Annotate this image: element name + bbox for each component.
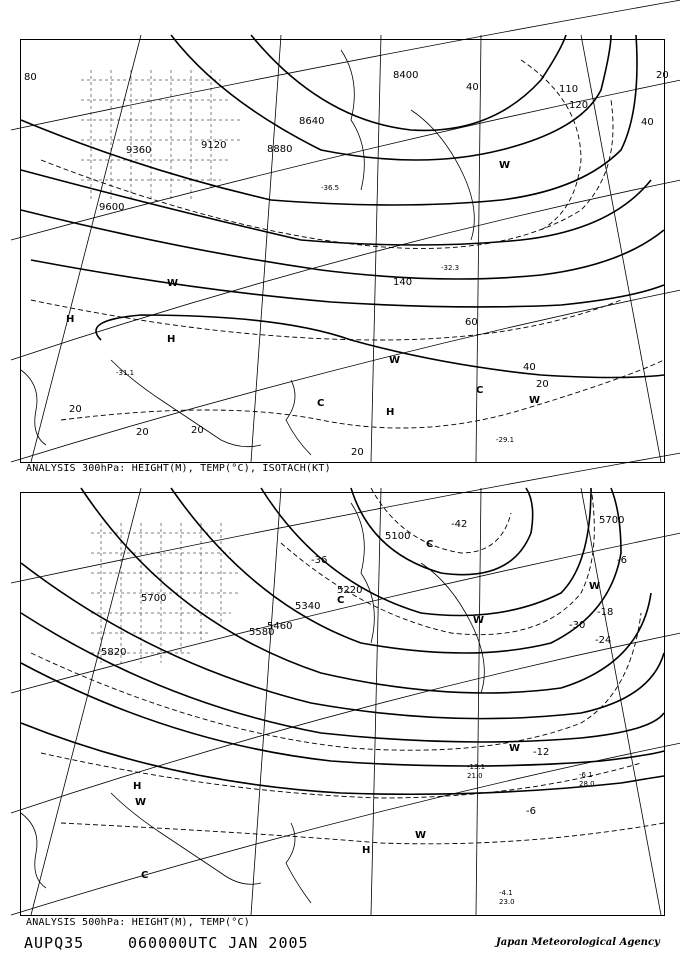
isotherm-label: -24 [595,635,612,646]
terrain-hatch [81,70,241,200]
cold-center: C [141,870,149,881]
isotach-label: 110 [559,84,579,95]
temp-obs: -36.5 [321,184,340,192]
isotherm-label: -36 [311,555,328,566]
graticule [11,453,680,915]
isotach-label: 120 [569,100,589,111]
height-label-group [99,70,418,213]
bulletin-code: AUPQ35 [24,934,85,952]
map-500hpa [20,492,665,916]
temperature-obs-group [467,763,595,906]
warm-center: W [135,797,147,808]
height-label: 8640 [299,116,325,127]
coastline [21,50,474,455]
temp-obs: -31.1 [116,369,135,377]
temperature-obs-group [116,184,514,444]
height-label: 8880 [267,144,293,155]
temp-obs: -32.3 [441,264,460,272]
warm-center: W [415,830,427,841]
temp-obs: 21.0 [467,772,483,780]
isotach-label: 20 [536,379,549,390]
isotherms [31,488,664,844]
height-label: 5580 [249,627,275,638]
isotach-label: 40 [523,362,536,373]
isotherm-label: -12 [533,747,550,758]
height-label: 5220 [337,585,363,596]
height-label: 9600 [99,202,125,213]
cold-center: C [337,595,345,606]
warm-center: W [167,278,179,289]
height-contours [21,488,664,794]
isotach-label: 80 [24,72,37,83]
isotach-label: 20 [136,427,149,438]
height-label: 5820 [101,647,127,658]
isotach-label: 20 [656,70,669,81]
cold-center: C [426,539,434,550]
isotherm-label: -30 [569,620,586,631]
high-center: H [167,334,176,345]
temp-obs: -6.1 [579,771,593,779]
high-center: H [133,781,142,792]
panel-caption-500hpa: ANALYSIS 500hPa: HEIGHT(M), TEMP(°C) [26,917,250,928]
isotherm-label: -6 [526,806,536,817]
isotach-label: 40 [466,82,479,93]
height-label: 9360 [126,145,152,156]
height-label: 5700 [599,515,625,526]
isotach-label: 60 [465,317,478,328]
analysis-time: 060000UTC JAN 2005 [128,934,309,952]
pressure-center-group [66,160,540,418]
temp-obs: -4.1 [499,889,513,897]
temp-obs: -29.1 [496,436,515,444]
isotach-label: 20 [191,425,204,436]
map-500hpa-canvas [21,493,664,915]
high-center: H [362,845,371,856]
isotach-label: 20 [351,447,364,458]
isotach-label: 20 [69,404,82,415]
warm-center: W [509,743,521,754]
warm-center: W [529,395,541,406]
isotach-label-group [24,70,669,458]
isotherm-label: -6 [617,555,627,566]
cold-center: C [476,385,484,396]
panel-caption-300hpa: ANALYSIS 300hPa: HEIGHT(M), TEMP(°C), ISOTACH(KT) [26,463,331,474]
warm-center: W [499,160,511,171]
cold-center: C [317,398,325,409]
map-300hpa-canvas [21,40,669,462]
height-label-group [101,515,624,658]
agency-name: Japan Meteorological Agency [496,937,660,948]
height-label: 5340 [295,601,321,612]
isotach-label: 40 [641,117,654,128]
isotherm-label: -18 [597,607,614,618]
height-label: 5460 [267,621,293,632]
map-300hpa [20,39,669,463]
isotach-label: 140 [393,277,413,288]
height-label: 8400 [393,70,419,81]
temp-obs: 28.0 [579,780,595,788]
height-label: 5100 [385,531,411,542]
warm-center: W [473,615,485,626]
warm-center: W [589,581,601,592]
height-label: 5700 [141,593,167,604]
temp-obs: 23.0 [499,898,515,906]
temp-obs: -13.1 [467,763,486,771]
high-center: H [386,407,395,418]
height-label: 9120 [201,140,227,151]
isotherm-label: -42 [451,519,468,530]
warm-center: W [389,355,401,366]
high-center: H [66,314,75,325]
